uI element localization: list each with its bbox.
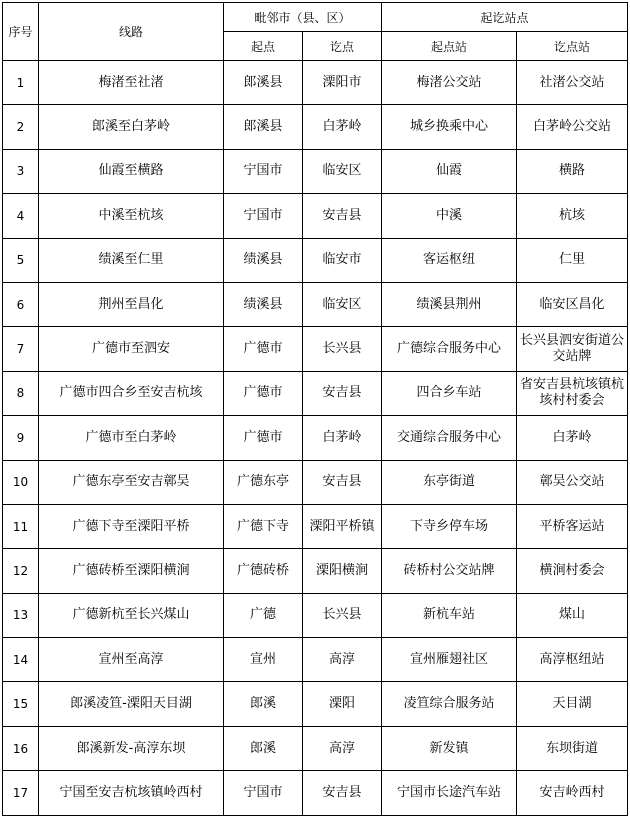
table-row (3, 771, 628, 815)
start-station: 中溪 (382, 194, 517, 238)
route-name: 广德砖桥至溧阳横涧 (39, 549, 224, 593)
table-row (3, 416, 628, 460)
route-name: 广德市至白茅岭 (39, 416, 224, 460)
end-station: 省安吉县杭垓镇杭垓村村委会 (517, 371, 628, 415)
end-county: 长兴县 (303, 593, 382, 637)
table-row (3, 327, 628, 371)
table-row (3, 682, 628, 726)
end-county: 高淳 (303, 726, 382, 770)
header-seq: 序号 (3, 3, 39, 61)
end-station: 白茅岭公交站 (517, 105, 628, 149)
end-station: 长兴县泗安街道公交站牌 (517, 327, 628, 371)
row-number: 7 (3, 327, 39, 371)
table-row (3, 726, 628, 770)
end-station: 临安区昌化 (517, 282, 628, 326)
row-number: 8 (3, 371, 39, 415)
table-row (3, 282, 628, 326)
start-station: 梅渚公交站 (382, 61, 517, 105)
row-number: 3 (3, 149, 39, 193)
row-number: 15 (3, 682, 39, 726)
end-station: 仁里 (517, 238, 628, 282)
end-county: 溧阳 (303, 682, 382, 726)
end-station: 煤山 (517, 593, 628, 637)
start-station: 交通综合服务中心 (382, 416, 517, 460)
table-row (3, 593, 628, 637)
route-name: 仙霞至横路 (39, 149, 224, 193)
start-station: 宣州雁翅社区 (382, 638, 517, 682)
table-row (3, 638, 628, 682)
end-county: 临安区 (303, 282, 382, 326)
start-county: 广德砖桥 (224, 549, 303, 593)
start-county: 绩溪县 (224, 282, 303, 326)
start-station: 客运枢纽 (382, 238, 517, 282)
end-county: 临安区 (303, 149, 382, 193)
row-number: 5 (3, 238, 39, 282)
route-name: 荆州至昌化 (39, 282, 224, 326)
table-row (3, 149, 628, 193)
start-county: 宁国市 (224, 771, 303, 815)
end-station: 天目湖 (517, 682, 628, 726)
start-county: 宣州 (224, 638, 303, 682)
route-name: 郎溪至白茅岭 (39, 105, 224, 149)
end-county: 安吉县 (303, 771, 382, 815)
route-name: 绩溪至仁里 (39, 238, 224, 282)
table-row (3, 238, 628, 282)
row-number: 10 (3, 460, 39, 504)
row-number: 9 (3, 416, 39, 460)
end-station: 鄣吴公交站 (517, 460, 628, 504)
route-name: 宣州至高淳 (39, 638, 224, 682)
start-station: 新杭车站 (382, 593, 517, 637)
route-name: 广德新杭至长兴煤山 (39, 593, 224, 637)
end-county: 溧阳市 (303, 61, 382, 105)
end-station: 平桥客运站 (517, 504, 628, 548)
end-county: 溧阳横涧 (303, 549, 382, 593)
table-row (3, 460, 628, 504)
end-county: 白茅岭 (303, 105, 382, 149)
header-stations-group: 起讫站点 (382, 3, 628, 32)
row-number: 13 (3, 593, 39, 637)
start-station: 砖桥村公交站牌 (382, 549, 517, 593)
row-number: 4 (3, 194, 39, 238)
end-county: 白茅岭 (303, 416, 382, 460)
table-row (3, 549, 628, 593)
end-station: 杭垓 (517, 194, 628, 238)
route-name: 广德下寺至溧阳平桥 (39, 504, 224, 548)
route-name: 梅渚至社渚 (39, 61, 224, 105)
start-county: 郎溪县 (224, 61, 303, 105)
start-station: 凌笪综合服务站 (382, 682, 517, 726)
table-row (3, 504, 628, 548)
start-station: 仙霞 (382, 149, 517, 193)
table-row (3, 371, 628, 415)
row-number: 2 (3, 105, 39, 149)
start-station: 宁国市长途汽车站 (382, 771, 517, 815)
end-station: 安吉岭西村 (517, 771, 628, 815)
route-name: 广德市至泗安 (39, 327, 224, 371)
start-station: 下寺乡停车场 (382, 504, 517, 548)
start-county: 郎溪 (224, 726, 303, 770)
table-row (3, 194, 628, 238)
start-station: 广德综合服务中心 (382, 327, 517, 371)
route-name: 郎溪新发-高淳东坝 (39, 726, 224, 770)
start-station: 新发镇 (382, 726, 517, 770)
table-row (3, 105, 628, 149)
end-station: 横涧村委会 (517, 549, 628, 593)
end-county: 溧阳平桥镇 (303, 504, 382, 548)
start-county: 郎溪 (224, 682, 303, 726)
table-body (3, 61, 628, 816)
row-number: 11 (3, 504, 39, 548)
route-name: 宁国至安吉杭垓镇岭西村 (39, 771, 224, 815)
start-county: 广德市 (224, 327, 303, 371)
route-name: 广德东亭至安吉鄣吴 (39, 460, 224, 504)
end-station: 东坝街道 (517, 726, 628, 770)
start-station: 东亭街道 (382, 460, 517, 504)
end-county: 临安市 (303, 238, 382, 282)
start-county: 广德 (224, 593, 303, 637)
end-station: 高淳枢纽站 (517, 638, 628, 682)
start-county: 广德下寺 (224, 504, 303, 548)
header-end: 讫点 (303, 32, 382, 61)
start-county: 广德市 (224, 416, 303, 460)
start-county: 宁国市 (224, 194, 303, 238)
row-number: 1 (3, 61, 39, 105)
row-number: 17 (3, 771, 39, 815)
row-number: 14 (3, 638, 39, 682)
end-county: 安吉县 (303, 194, 382, 238)
table-row (3, 61, 628, 105)
header-end-station: 讫点站 (517, 32, 628, 61)
header-route: 线路 (39, 3, 224, 61)
row-number: 16 (3, 726, 39, 770)
start-county: 广德东亭 (224, 460, 303, 504)
start-county: 绩溪县 (224, 238, 303, 282)
header-start: 起点 (224, 32, 303, 61)
row-number: 12 (3, 549, 39, 593)
start-station: 绩溪县荆州 (382, 282, 517, 326)
route-name: 广德市四合乡至安吉杭垓 (39, 371, 224, 415)
end-county: 高淳 (303, 638, 382, 682)
routes-table (2, 2, 628, 816)
end-station: 横路 (517, 149, 628, 193)
start-county: 宁国市 (224, 149, 303, 193)
end-station: 白茅岭 (517, 416, 628, 460)
end-county: 安吉县 (303, 460, 382, 504)
start-station: 城乡换乘中心 (382, 105, 517, 149)
route-name: 中溪至杭垓 (39, 194, 224, 238)
header-counties-group: 毗邻市（县、区） (224, 3, 382, 32)
end-county: 安吉县 (303, 371, 382, 415)
end-station: 社渚公交站 (517, 61, 628, 105)
row-number: 6 (3, 282, 39, 326)
start-station: 四合乡车站 (382, 371, 517, 415)
route-name: 郎溪凌笪-溧阳天目湖 (39, 682, 224, 726)
start-county: 广德市 (224, 371, 303, 415)
end-county: 长兴县 (303, 327, 382, 371)
header-start-station: 起点站 (382, 32, 517, 61)
start-county: 郎溪县 (224, 105, 303, 149)
